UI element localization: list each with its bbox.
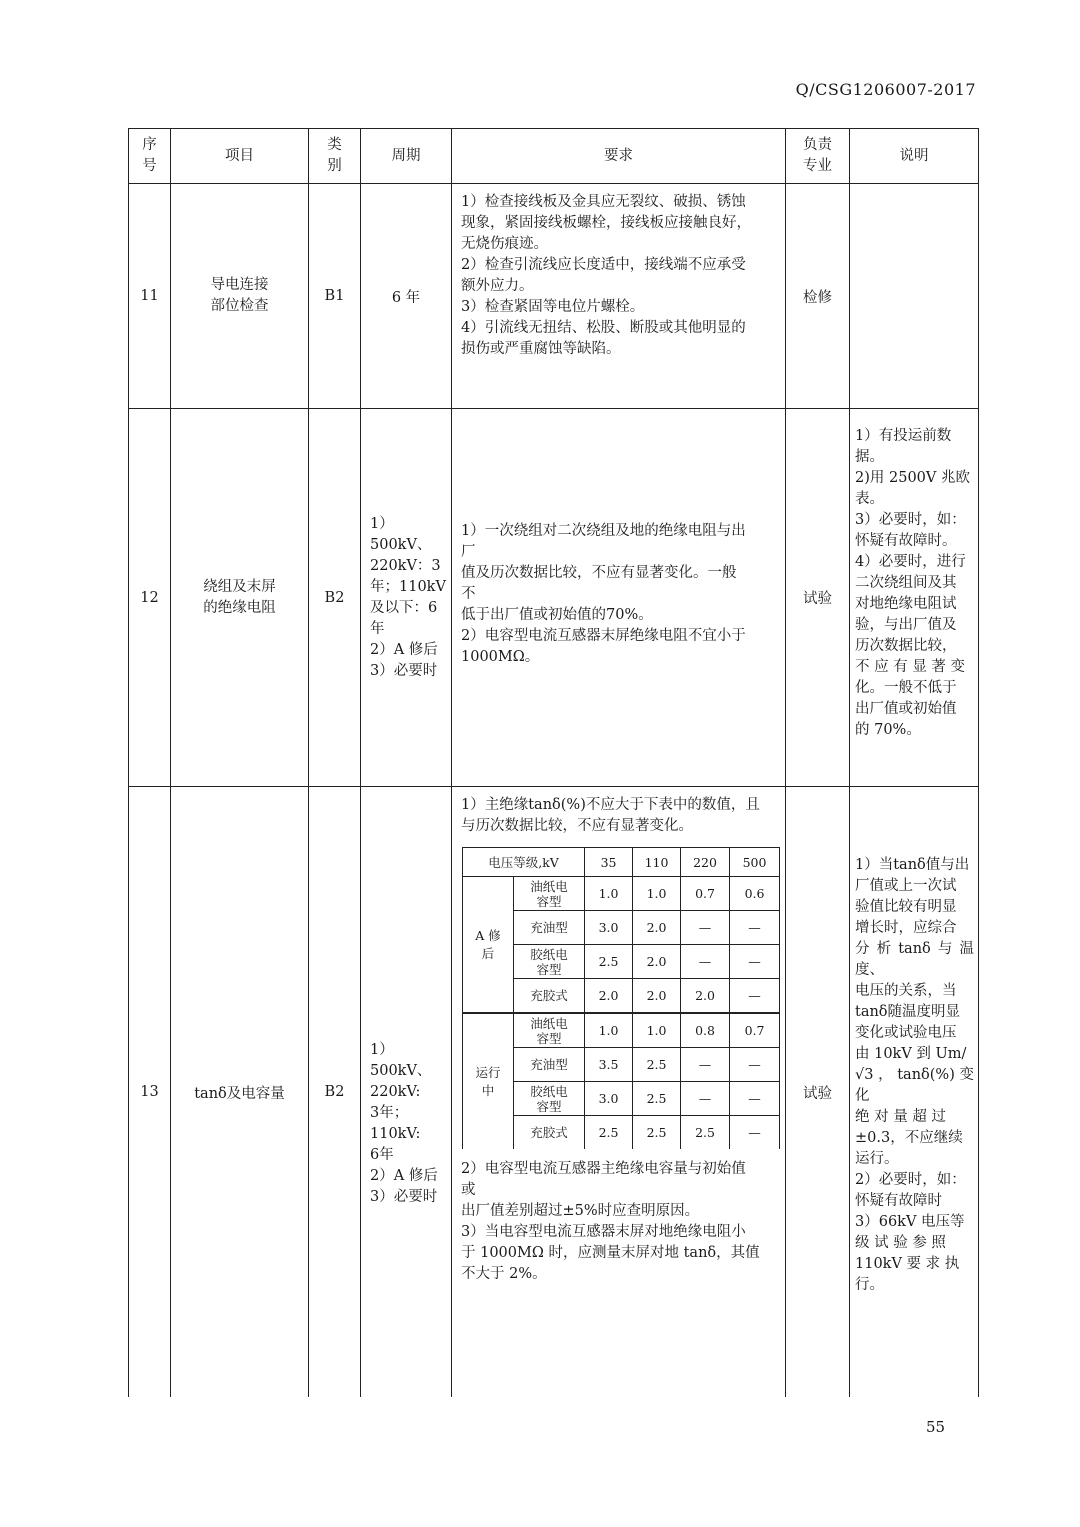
insulation-type [514,1082,585,1116]
text-line: 3年； [370,1105,409,1121]
tan-delta-limit: 1.0 [585,877,633,911]
tan-delta-limit: 2.5 [681,1116,730,1150]
header-responsible [786,129,850,184]
tan-delta-limit: 2.5 [633,1048,681,1082]
text-line: 运行 [475,1064,501,1080]
row-seq: 13 [129,787,171,1398]
text-line: 低于出厂值或初始值的70%。 [461,607,653,623]
tan-delta-limit: — [730,1116,780,1150]
row-seq: 11 [129,184,171,409]
tan-delta-limit: 0.6 [730,877,780,911]
text-line: 后 [481,945,495,961]
text-line: 3）必要时，如： [855,512,966,528]
text-line: 2）电容型电流互感器末屏绝缘电阻不宜小于 [461,628,746,644]
text-line: 别 [327,158,342,174]
tan-delta-limit: 2.5 [633,1116,681,1150]
table-header-row [129,129,979,184]
row-responsible: 检修 [786,184,850,409]
text-line: 220kV：3 [370,557,441,574]
text-line: 出厂值差别超过±5%时应查明原因。 [461,1203,700,1219]
text-line: 中 [481,1082,495,1098]
text-line: 3）检查紧固等电位片螺栓。 [461,299,645,315]
text-line: 历次数据比较， [855,638,957,654]
text-line: 4）引流线无扭结、松股、断股或其他明显的 [461,320,746,336]
row-item [171,787,309,1398]
text-line: tanδ及电容量 [194,1085,285,1102]
text-line: 1）主绝缘tanδ(%)不应大于下表中的数值，且 [461,797,760,813]
text-line: tanδ随温度明显 [855,1004,961,1020]
text-line: 2）A 修后 [370,1168,438,1184]
tan-delta-limit: 2.5 [585,945,633,979]
text-line: 导电连接 [210,277,269,293]
text-line: 充胶式 [530,988,568,1003]
tan-delta-limit-table [462,847,780,1149]
tan-delta-limit: 1.0 [585,1013,633,1048]
text-line: 充胶式 [530,1125,568,1140]
text-line: 的绝缘电阻 [203,599,276,616]
subtable-header-row [463,848,780,877]
text-line: 类 [327,137,342,153]
text-line: 110kV 要 求 执 [855,1256,960,1272]
row-note [850,409,979,787]
header-note: 说明 [850,129,979,184]
text-line: 1）一次绕组对二次绕组及地的绝缘电阻与出 [461,523,746,539]
text-line: 220kV: [370,1084,421,1100]
row-seq: 12 [129,409,171,787]
maintenance-table [128,128,979,1397]
text-line: 级 试 验 参 照 [855,1235,946,1251]
row-item [171,409,309,787]
insulation-type [514,945,585,979]
text-line: √3，tanδ(%)变化 [855,1067,974,1104]
text-line: 1）500kV、 [370,1042,432,1079]
text-line: 2）A 修后 [370,641,438,658]
tan-delta-limit: 3.5 [585,1048,633,1082]
tan-delta-limit: — [681,911,730,945]
text-line: 化。一般不低于 [855,680,957,696]
text-line: 值及历次数据比较，不应有显著变化。一般 [461,565,737,581]
tan-delta-limit: — [730,1082,780,1116]
row-period [361,787,452,1398]
condition-group-label [463,1013,514,1149]
text-line: 负责 [803,137,832,153]
text-line: 由 10kV 到 Um/ [855,1046,967,1062]
voltage-level-value: 220 [681,848,730,877]
subtable-row [463,1013,780,1048]
tan-delta-limit: 2.0 [633,911,681,945]
tan-delta-limit: 0.8 [681,1013,730,1048]
text-line: 2）必要时，如： [855,1172,966,1188]
text-line: 6 年 [391,289,421,306]
insulation-type [514,979,585,1014]
text-line: 2）电容型电流互感器主绝缘电容量与初始值 [461,1161,746,1177]
tan-delta-limit: — [681,1082,730,1116]
text-line: A 修 [475,927,501,943]
text-line: 3）66kV 电压等 [855,1214,965,1230]
table-row [129,409,979,787]
text-line: 增长时，应综合 [855,920,957,936]
text-line: 额外应力。 [461,278,534,294]
text-line: ±0.3，不应继续 [855,1130,963,1146]
text-line: 年；110kV [370,578,446,595]
text-line: 与历次数据比较，不应有显著变化。 [461,818,693,834]
text-line: 3）必要时 [370,662,438,679]
text-line: 油纸电 [530,878,568,894]
tan-delta-limit: — [681,1048,730,1082]
text-line: 于 1000MΩ 时，应测量末屏对地 tanδ，其值 [461,1245,760,1261]
text-line: 对地绝缘电阻试 [855,596,957,612]
text-line: 验值比较有明显 [855,899,957,915]
tan-delta-limit: 2.0 [681,979,730,1014]
row-requirement [452,409,786,787]
condition-group-label [463,877,514,1014]
tan-delta-limit: 2.5 [585,1116,633,1150]
row-category: B1 [309,184,361,409]
text-line: 专业 [803,158,832,174]
text-line: 110kV: [370,1126,421,1142]
text-line: 无烧伤痕迹。 [461,236,548,252]
text-line: 怀疑有故障时。 [855,533,957,549]
voltage-level-value: 35 [585,848,633,877]
row-requirement [452,184,786,409]
table-row [129,184,979,409]
text-line: 序 [142,137,157,153]
text-line: 1）有投运前数 [855,428,952,444]
insulation-type [514,1116,585,1150]
header-item: 项目 [171,129,309,184]
insulation-type [514,877,585,911]
text-line: 据。 [855,449,884,465]
text-line: 行。 [855,1277,884,1293]
text-line: 充油型 [530,920,568,935]
text-line: 部位检查 [210,298,269,314]
tan-delta-limit: — [730,911,780,945]
text-line: 绕组及末屏 [203,578,276,595]
voltage-level-value: 110 [633,848,681,877]
tan-delta-limit: 3.0 [585,911,633,945]
insulation-type [514,1013,585,1048]
subtable-row [463,877,780,911]
header-category [309,129,361,184]
row-note [850,184,979,409]
text-line: 充油型 [530,1057,568,1072]
text-line: 出厂值或初始值 [855,701,957,717]
insulation-type [514,1048,585,1082]
tan-delta-limit: — [681,945,730,979]
row-category: B2 [309,787,361,1398]
row-period [361,184,452,409]
text-line: 二次绕组间及其 [855,575,957,591]
row-responsible: 试验 [786,787,850,1398]
tan-delta-limit: 0.7 [681,877,730,911]
row-item [171,184,309,409]
row-category: B2 [309,409,361,787]
text-line: 不 应 有 显 著 变 [855,659,966,675]
text-line: 容型 [536,961,562,977]
text-line: 3）当电容型电流互感器末屏对地绝缘电阻小 [461,1224,746,1240]
page-number: 55 [926,1418,946,1436]
tan-delta-limit: 0.7 [730,1013,780,1048]
text-line: 厂 [461,544,476,560]
text-line: 胶纸电 [530,1083,568,1099]
text-line: 或 [461,1182,476,1198]
tan-delta-limit: 2.0 [633,979,681,1014]
row-responsible: 试验 [786,409,850,787]
text-line: 现象，紧固接线板螺栓，接线板应接触良好， [461,215,751,231]
text-line: 4）必要时，进行 [855,554,966,570]
voltage-level-value: 500 [730,848,780,877]
insulation-type [514,911,585,945]
text-line: 分析tanδ与温度、 [855,941,974,978]
text-line: 1000MΩ。 [461,649,540,665]
tan-delta-limit: 1.0 [633,877,681,911]
text-line: 6年 [370,1147,394,1163]
text-line: 2)用 2500V 兆欧 [855,470,970,486]
text-line: 变化或试验电压 [855,1025,957,1041]
table-row [129,787,979,1398]
text-line: 及以下：6 [370,599,438,616]
tan-delta-limit: — [730,945,780,979]
text-line: 容型 [536,1098,562,1114]
text-line: 不大于 2%。 [461,1266,547,1282]
tan-delta-limit: 3.0 [585,1082,633,1116]
text-line: 验，与出厂值及 [855,617,957,633]
text-line: 电压的关系，当 [855,983,957,999]
text-line: 1）当tanδ值与出 [855,857,970,873]
text-line: 运行。 [855,1151,899,1167]
text-line: 油纸电 [530,1015,568,1031]
voltage-level-label: 电压等级,kV [463,848,585,877]
text-line: 2）检查引流线应长度适中，接线端不应承受 [461,257,746,273]
tan-delta-limit: — [730,979,780,1014]
document-code: Q/CSG1206007-2017 [795,80,976,99]
header-period: 周期 [361,129,452,184]
text-line: 容型 [536,1030,562,1046]
text-line: 厂值或上一次试 [855,878,957,894]
text-line: 表。 [855,491,884,507]
tan-delta-limit: 2.0 [633,945,681,979]
tan-delta-limit: 1.0 [633,1013,681,1048]
text-line: 1）检查接线板及金具应无裂纹、破损、锈蚀 [461,194,746,210]
text-line: 的 70%。 [855,722,921,738]
text-line: 号 [142,158,157,174]
text-line: 胶纸电 [530,946,568,962]
text-line: 怀疑有故障时 [855,1193,942,1209]
header-seq [129,129,171,184]
text-line: 损伤或严重腐蚀等缺陷。 [461,341,621,357]
text-line: 1）500kV、 [370,515,432,553]
tan-delta-limit: 2.5 [633,1082,681,1116]
row-requirement [452,787,786,1398]
tan-delta-limit: 2.0 [585,979,633,1014]
text-line: 3）必要时 [370,1189,438,1205]
header-requirement: 要求 [452,129,786,184]
text-line: 绝 对 量 超 过 [855,1109,946,1125]
tan-delta-limit: — [730,1048,780,1082]
text-line: 不 [461,586,476,602]
row-note [850,787,979,1398]
text-line: 年 [370,620,385,637]
text-line: 容型 [536,893,562,909]
row-period [361,409,452,787]
